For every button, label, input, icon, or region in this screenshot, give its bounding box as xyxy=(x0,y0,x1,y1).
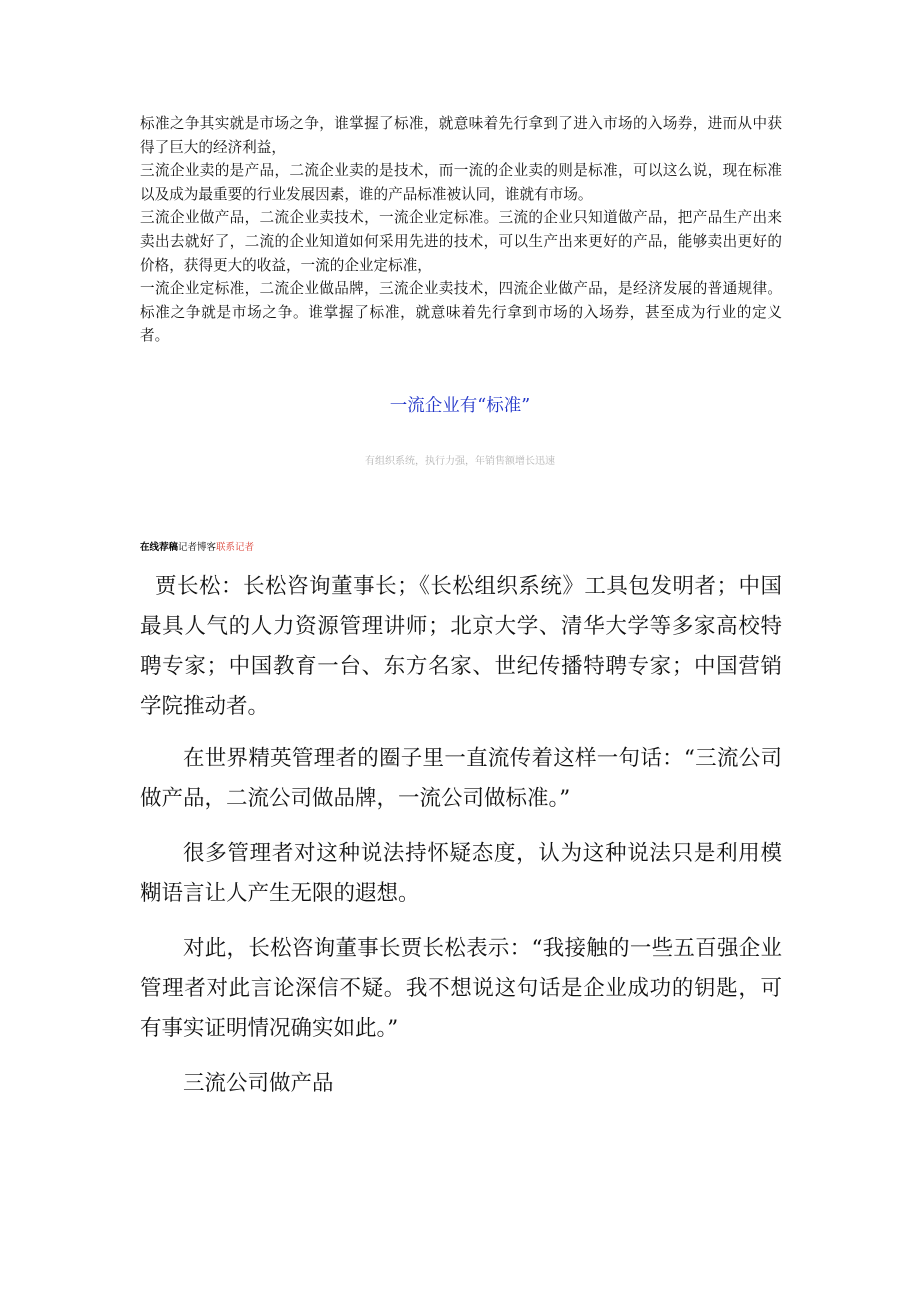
article-paragraph: 在世界精英管理者的圈子里一直流传着这样一句话：“三流公司做产品，二流公司做品牌，一流公司做标准。” xyxy=(140,746,782,811)
article-paragraph: 三流公司做产品 xyxy=(183,1071,334,1096)
article-headline: 一流企业有“标准” xyxy=(389,396,531,416)
intro-paragraph: 三流企业做产品，二流企业卖技术，一流企业定标准。三流的企业只知道做产品，把产品生产出来卖出去就好了，二流的企业知道如何采用先进的技术，可以生产出来更好的产品，能够卖出更好的价格，获得更大的收益，一流的企业定标准， xyxy=(140,209,782,274)
intro-paragraph: 三流企业卖的是产品，二流企业卖的是技术，而一流的企业卖的则是标准，可以这么说，现在标准以及成为最重要的行业发展因素，谁的产品标准被认同，谁就有市场。 xyxy=(140,162,782,203)
article-paragraph: 很多管理者对这种说法持怀疑态度，认为这种说法只是利用模糊语言让人产生无限的遐想。 xyxy=(140,841,782,906)
article-paragraph: 对此，长松咨询董事长贾长松表示：“我接触的一些五百强企业管理者对此言论深信不疑。我不想说这句话是企业成功的钥匙，可有事实证明情况确实如此。” xyxy=(140,936,782,1041)
article-paragraph: 贾长松：长松咨询董事长；《长松组织系统》工具包发明者；中国最具人气的人力资源管理讲师；北京大学、清华大学等多家高校特聘专家；中国教育一台、东方名家、世纪传播特聘专家；中国营销学院推动者。 xyxy=(140,574,782,719)
article-body xyxy=(140,567,782,1119)
intro-paragraph: 一流企业定标准，二流企业做品牌，三流企业卖技术，四流企业做产品，是经济发展的普通规律。标准之争就是市场之争。谁掌握了标准，就意味着先行拿到市场的入场券，甚至成为行业的定义者。 xyxy=(140,280,782,345)
byline-source: 在线荐稿 xyxy=(140,542,179,553)
article-subheadline: 有组织系统，执行力强，年销售额增长迅速 xyxy=(365,456,555,467)
byline-roles: 记者博客 xyxy=(178,542,217,553)
contact-reporter-link[interactable]: 联系记者 xyxy=(216,542,255,553)
intro-section xyxy=(140,112,782,348)
intro-paragraph: 标准之争其实就是市场之争，谁掌握了标准，就意味着先行拿到了进入市场的入场券，进而从中获得了巨大的经济利益， xyxy=(140,115,782,156)
byline xyxy=(140,542,254,554)
